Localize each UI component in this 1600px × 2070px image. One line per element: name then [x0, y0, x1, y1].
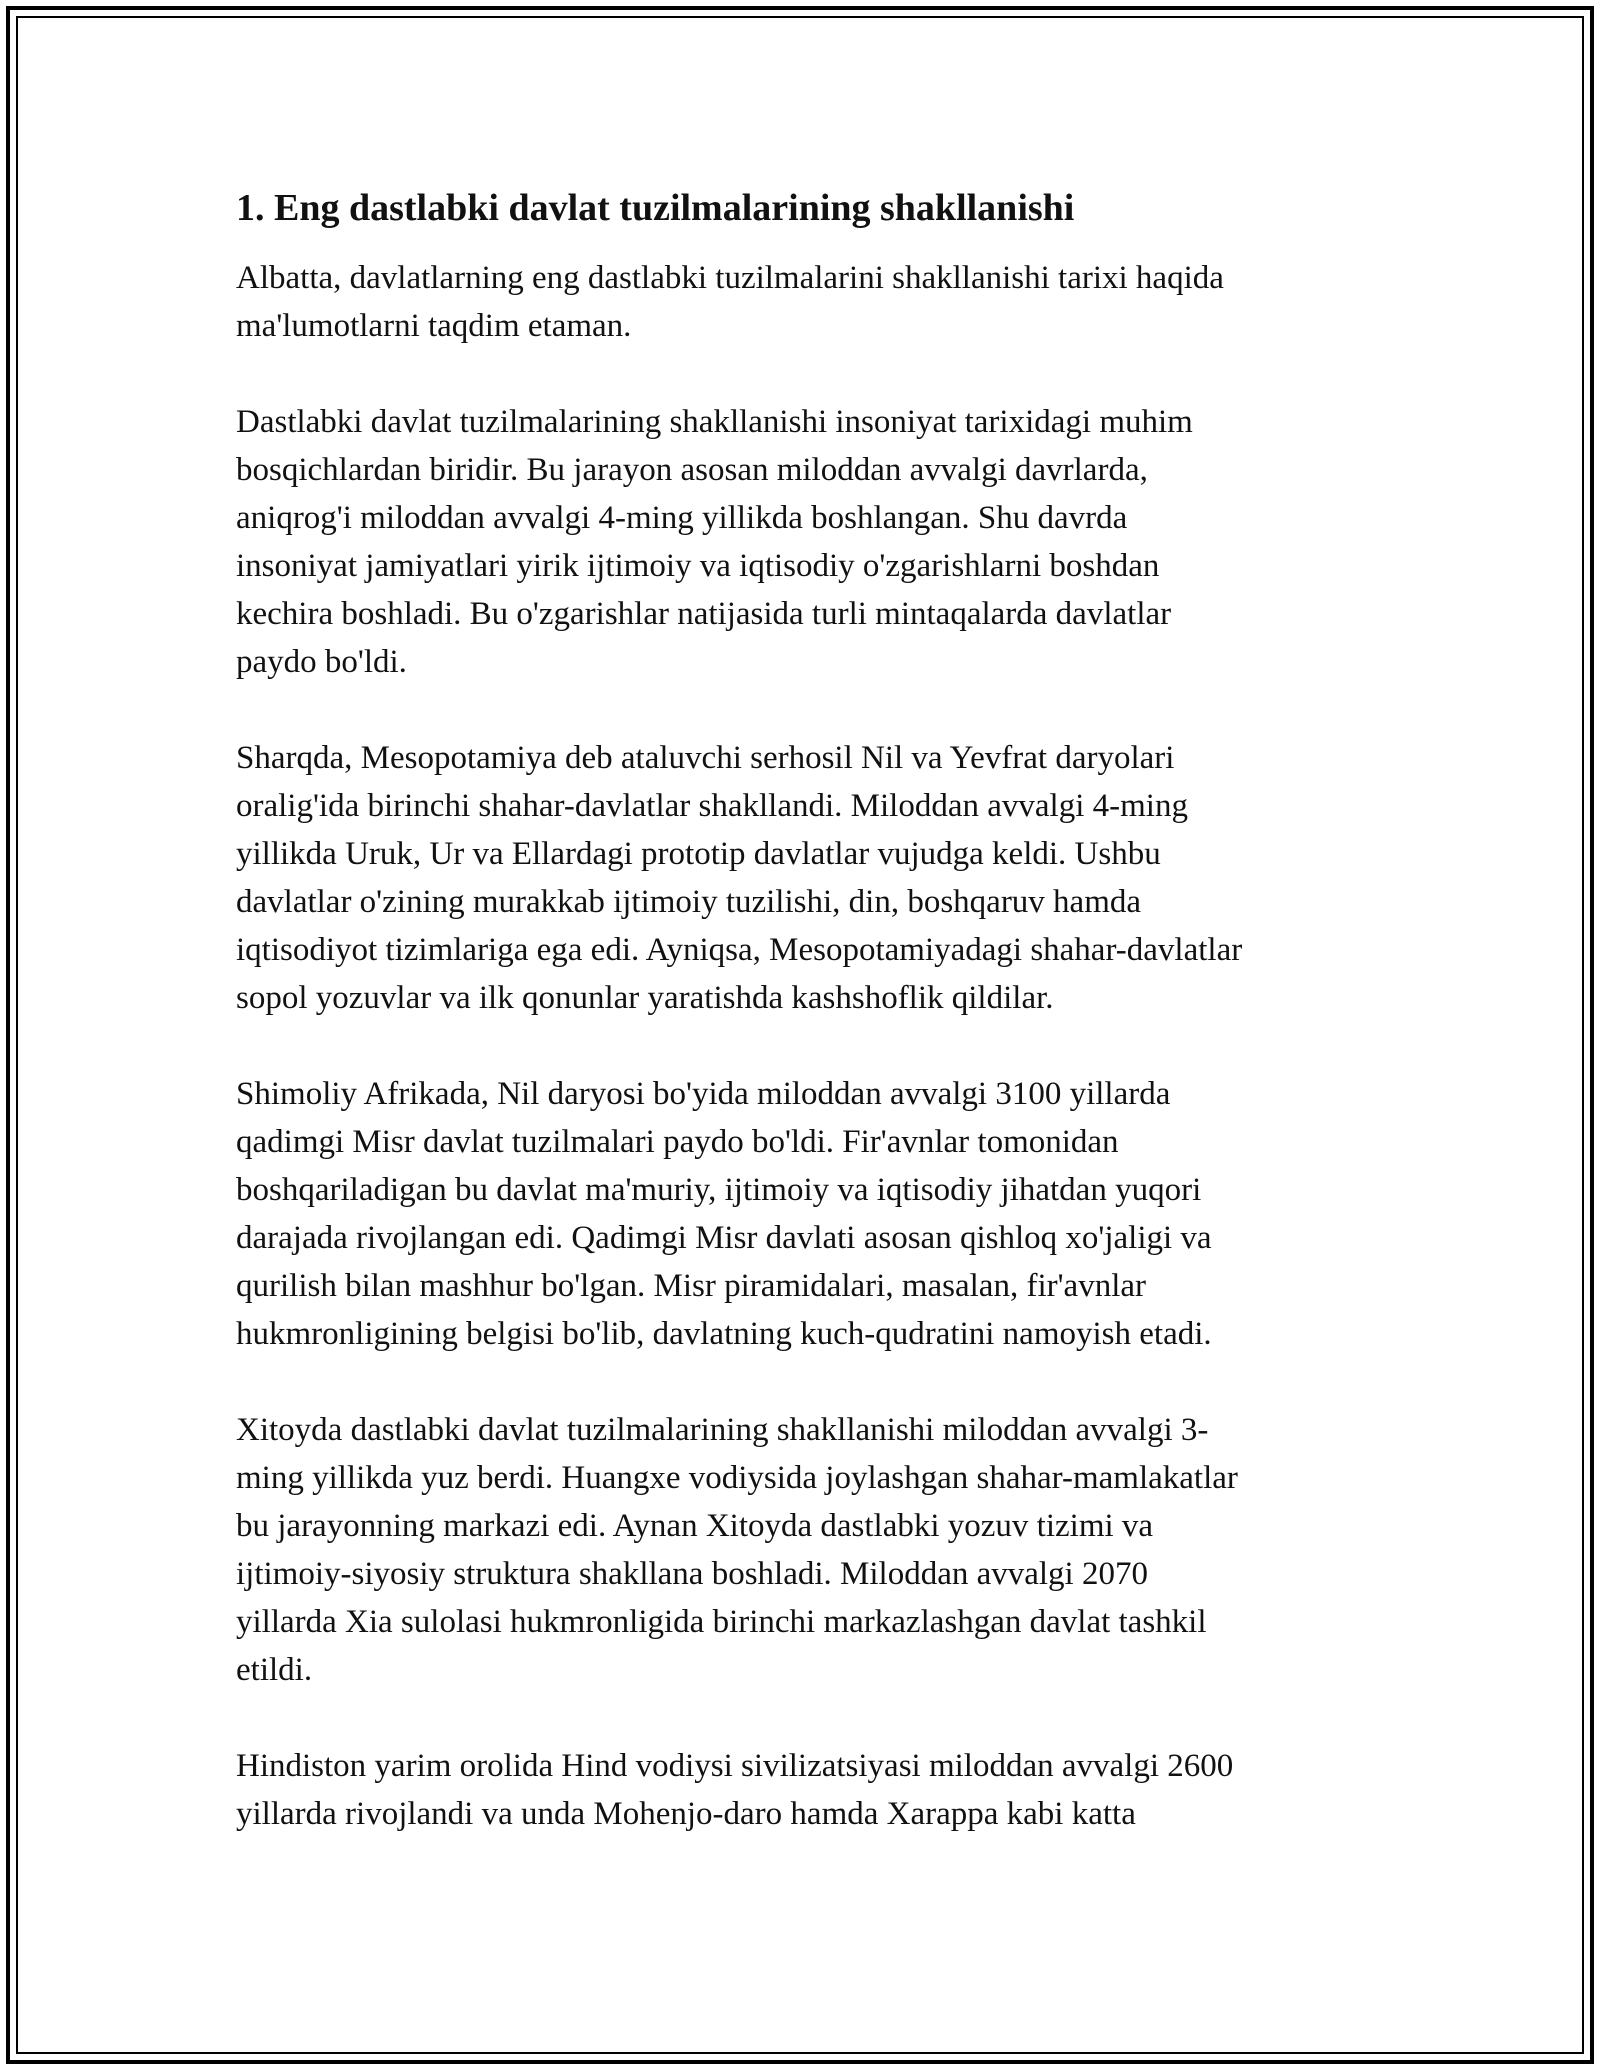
paragraph-line: qurilish bilan mashhur bo'lgan. Misr piramidalari, masalan, fir'avnlar	[236, 1268, 1146, 1304]
paragraph	[236, 398, 1376, 686]
paragraph-line: hukmronligining belgisi bo'lib, davlatning kuch-qudratini namoyish etadi.	[236, 1316, 1212, 1352]
paragraph-line: qadimgi Misr davlat tuzilmalari paydo bo'ldi. Fir'avnlar tomonidan	[236, 1124, 1119, 1160]
paragraph	[236, 1742, 1376, 1838]
paragraph-list	[236, 254, 1376, 1838]
paragraph-line: yillikda Uruk, Ur va Ellardagi prototip davlatlar vujudga keldi. Ushbu	[236, 836, 1161, 872]
paragraph-line: Sharqda, Mesopotamiya deb ataluvchi serhosil Nil va Yevfrat daryolari	[236, 740, 1175, 776]
paragraph-line: davlatlar o'zining murakkab ijtimoiy tuzilishi, din, boshqaruv hamda	[236, 884, 1142, 920]
paragraph-line: Hindiston yarim orolida Hind vodiysi sivilizatsiyasi miloddan avvalgi 2600	[236, 1748, 1234, 1784]
paragraph-line: iqtisodiyot tizimlariga ega edi. Ayniqsa, Mesopotamiyadagi shahar-davlatlar	[236, 932, 1243, 968]
paragraph-line: paydo bo'ldi.	[236, 644, 407, 680]
section-heading: 1. Eng dastlabki davlat tuzilmalarining shakllanishi	[236, 187, 1075, 229]
paragraph-line: aniqrog'i miloddan avvalgi 4-ming yillikda boshlangan. Shu davrda	[236, 500, 1128, 536]
paragraph-line: yillarda rivojlandi va unda Mohenjo-daro hamda Xarappa kabi katta	[236, 1796, 1136, 1832]
paragraph-line: kechira boshladi. Bu o'zgarishlar natijasida turli mintaqalarda davlatlar	[236, 596, 1172, 632]
paragraph	[236, 734, 1376, 1022]
paragraph-line: ming yillikda yuz berdi. Huangxe vodiysida joylashgan shahar-mamlakatlar	[236, 1460, 1238, 1496]
paragraph-line: Dastlabki davlat tuzilmalarining shakllanishi insoniyat tarixidagi muhim	[236, 404, 1193, 440]
paragraph-line: darajada rivojlangan edi. Qadimgi Misr davlati asosan qishloq xo'jaligi va	[236, 1220, 1212, 1256]
paragraph	[236, 1070, 1376, 1358]
paragraph-line: etildi.	[236, 1652, 313, 1688]
paragraph-line: oralig'ida birinchi shahar-davlatlar shakllandi. Miloddan avvalgi 4-ming	[236, 788, 1188, 824]
paragraph-line: insoniyat jamiyatlari yirik ijtimoiy va iqtisodiy o'zgarishlarni boshdan	[236, 548, 1160, 584]
paragraph-line: Albatta, davlatlarning eng dastlabki tuzilmalarini shakllanishi tarixi haqida	[236, 260, 1224, 296]
paragraph-line: sopol yozuvlar va ilk qonunlar yaratishda kashshoflik qildilar.	[236, 980, 1054, 1016]
paragraph-line: bu jarayonning markazi edi. Aynan Xitoyda dastlabki yozuv tizimi va	[236, 1508, 1154, 1544]
paragraph-line: bosqichlardan biridir. Bu jarayon asosan miloddan avvalgi davrlarda,	[236, 452, 1148, 488]
paragraph-line: Shimoliy Afrikada, Nil daryosi bo'yida miloddan avvalgi 3100 yillarda	[236, 1076, 1171, 1112]
paragraph	[236, 254, 1376, 350]
paragraph-line: yillarda Xia sulolasi hukmronligida birinchi markazlashgan davlat tashkil	[236, 1604, 1207, 1640]
paragraph-line: ijtimoiy-siyosiy struktura shakllana boshladi. Miloddan avvalgi 2070	[236, 1556, 1148, 1592]
paragraph-line: Xitoyda dastlabki davlat tuzilmalarining shakllanishi miloddan avvalgi 3-	[236, 1412, 1209, 1448]
paragraph	[236, 1406, 1376, 1694]
paragraph-line: ma'lumotlarni taqdim etaman.	[236, 308, 632, 344]
paragraph-line: boshqariladigan bu davlat ma'muriy, ijtimoiy va iqtisodiy jihatdan yuqori	[236, 1172, 1202, 1208]
document-body	[236, 184, 1376, 1886]
